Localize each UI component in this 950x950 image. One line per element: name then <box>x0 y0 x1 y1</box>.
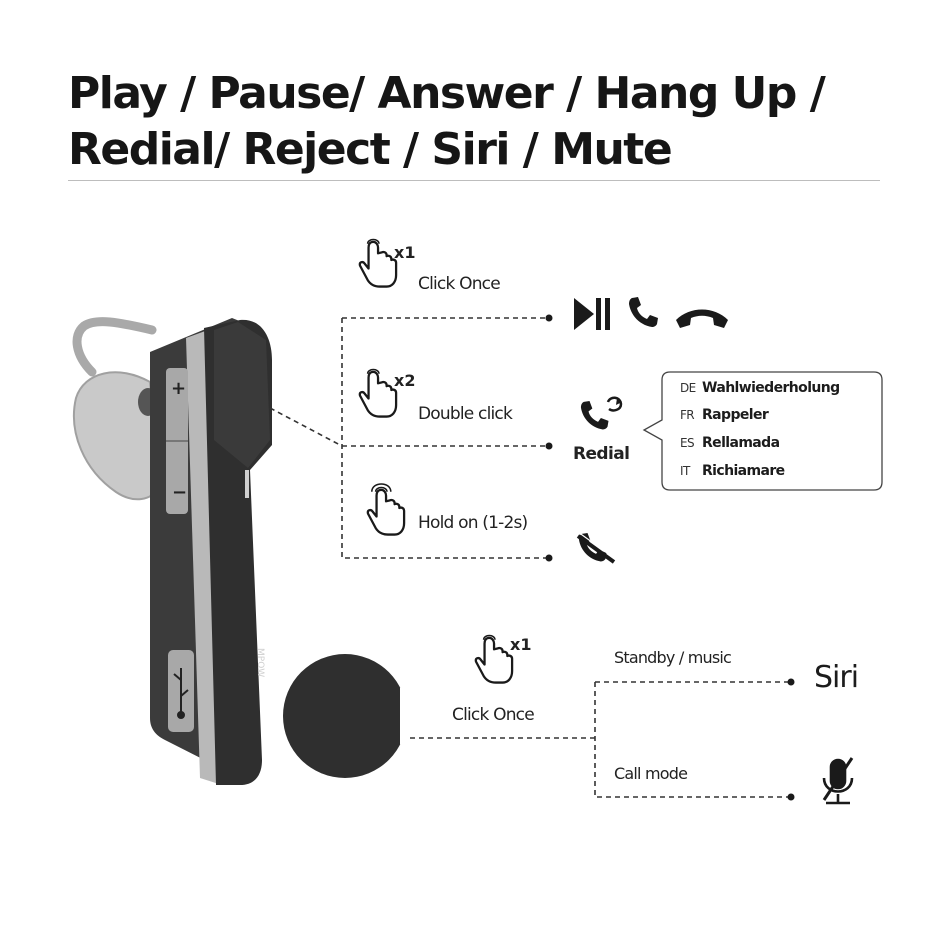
translation-word: Rappeler <box>702 407 769 423</box>
mic-mute-icon <box>824 758 852 803</box>
call-mode-label: Call mode <box>614 764 688 783</box>
ear-hook <box>74 322 158 500</box>
title-line-1: Play / Pause/ Answer / Hang Up / <box>68 68 825 119</box>
redial-phone-icon <box>581 398 622 430</box>
language-code: ES <box>680 436 694 450</box>
translation-row <box>680 407 768 423</box>
bottom-click-once-label: Click Once <box>452 705 534 725</box>
hand-touch-icon <box>360 240 396 287</box>
phone-icon <box>629 297 658 327</box>
play-pause-icon <box>574 298 610 330</box>
title-line-2: Redial/ Reject / Siri / Mute <box>68 124 672 175</box>
click-once-label: Click Once <box>418 274 500 294</box>
bottom-click-multiplier: x1 <box>510 635 532 654</box>
double-click-multiplier: x2 <box>394 371 416 390</box>
siri-label: Siri <box>814 660 859 695</box>
hang-up-icon <box>676 310 728 329</box>
svg-text:−: − <box>172 482 188 503</box>
hand-touch-icon <box>368 484 404 535</box>
svg-text:MPOW: MPOW <box>255 648 265 678</box>
language-code: FR <box>680 408 695 422</box>
redial-label: Redial <box>573 444 630 464</box>
svg-text:+: + <box>171 378 187 399</box>
hand-touch-icon <box>476 636 512 683</box>
translation-word: Richiamare <box>702 463 785 479</box>
language-code: DE <box>680 381 696 395</box>
translation-word: Rellamada <box>702 435 780 451</box>
reject-call-icon <box>578 532 614 562</box>
translation-row <box>680 380 840 396</box>
volume-buttons <box>166 368 188 514</box>
hold-on-label: Hold on (1-2s) <box>418 513 528 533</box>
usb-port <box>168 650 194 732</box>
translation-row <box>680 435 779 451</box>
translation-word: Wahlwiederholung <box>702 380 840 396</box>
translation-row <box>680 463 785 479</box>
click-once-multiplier: x1 <box>394 243 416 262</box>
hand-touch-icon <box>360 370 396 417</box>
standby-mode-label: Standby / music <box>614 648 732 667</box>
language-code: IT <box>680 464 690 478</box>
double-click-label: Double click <box>418 404 513 424</box>
zoom-detail <box>283 654 415 778</box>
